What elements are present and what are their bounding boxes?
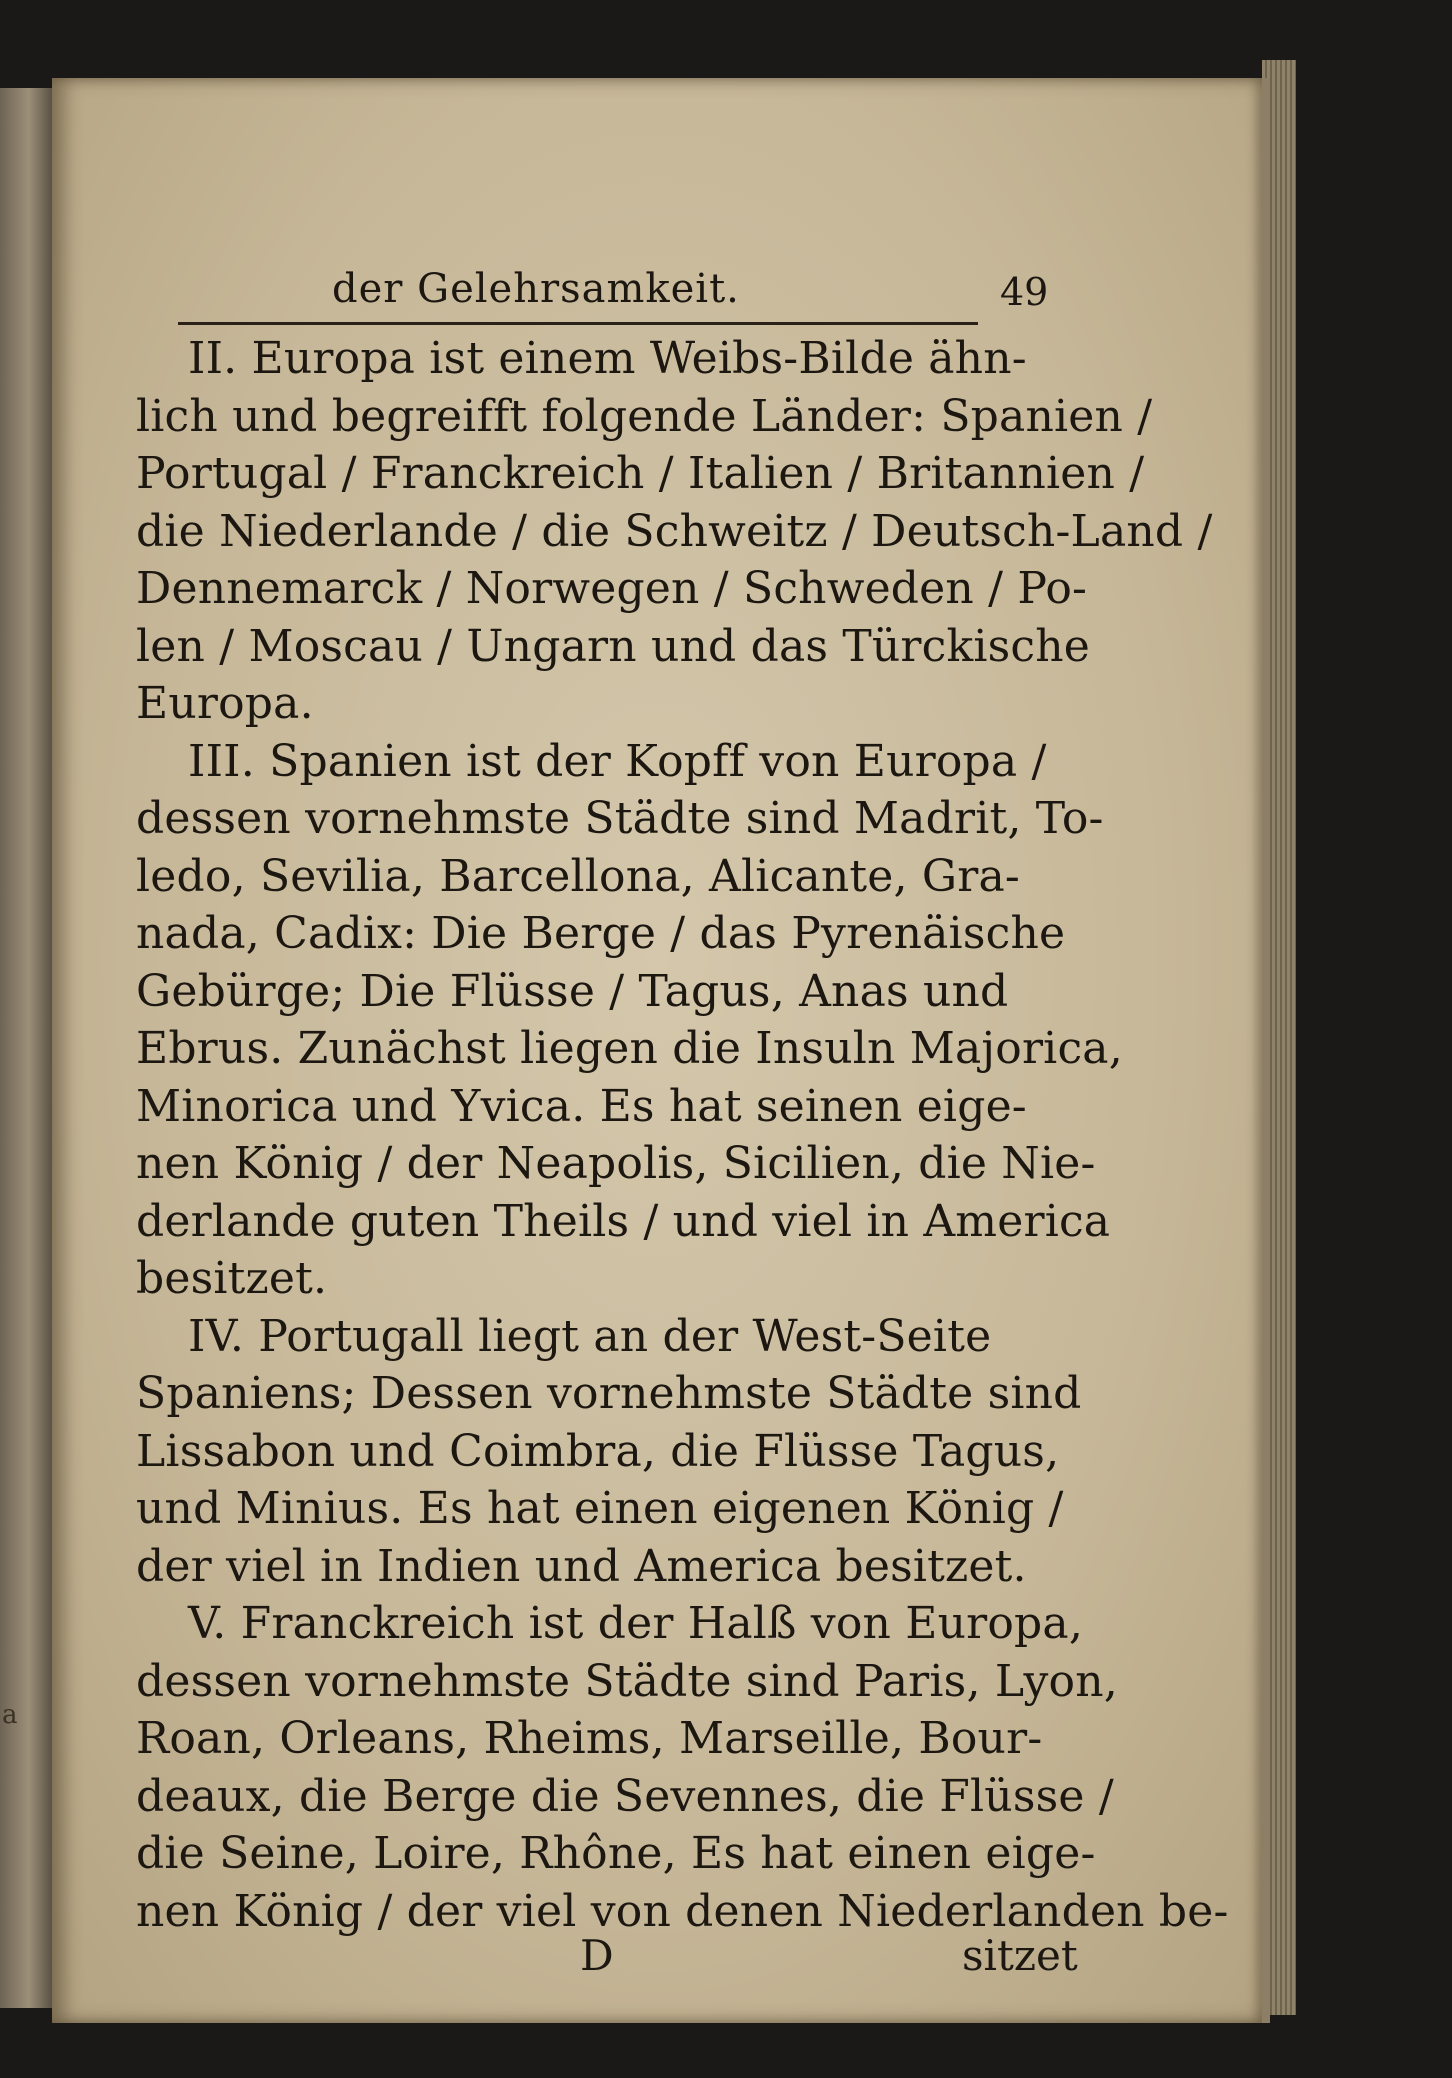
text-line: V. Franckreich ist der Halß von Europa,: [188, 1598, 1084, 1649]
text-line: III. Spanien ist der Kopff von Europa /: [188, 735, 1047, 787]
text-line: und Minius. Es hat einen eigenen König /: [136, 1483, 1064, 1534]
page-number: 49: [1000, 270, 1049, 314]
text-line: die Seine, Loire, Rhône, Es hat einen eige-: [136, 1828, 1096, 1879]
text-line: Spaniens; Dessen vornehmste Städte sind: [136, 1368, 1082, 1419]
page-footer: [52, 1926, 1262, 1986]
text-line: die Niederlande / die Schweitz / Deutsch-Land /: [136, 505, 1213, 557]
text-line: nen König / der viel von denen Niederlanden be-: [136, 1885, 1229, 1937]
text-line: Roan, Orleans, Rheims, Marseille, Bour-: [136, 1713, 1043, 1764]
text-line: len / Moscau / Ungarn und das Türckische: [136, 620, 1091, 672]
text-line: nada, Cadix: Die Berge / das Pyrenäische: [136, 908, 1066, 959]
text-line: Lissabon und Coimbra, die Flüsse Tagus,: [136, 1425, 1060, 1477]
text-line: Portugal / Franckreich / Italien / Britannien /: [136, 448, 1145, 499]
text-line: ledo, Sevilia, Barcellona, Alicante, Gra-: [136, 850, 1020, 902]
text-line: derlande guten Theils / und viel in America: [136, 1195, 1111, 1247]
book-page: [52, 78, 1270, 2023]
text-line: besitzet.: [136, 1253, 328, 1304]
body-text: [136, 330, 1229, 1940]
text-line: Gebürge; Die Flüsse / Tagus, Anas und: [136, 965, 1009, 1017]
text-line: dessen vornehmste Städte sind Paris, Lyon,: [136, 1655, 1118, 1707]
page-text: [52, 78, 1262, 2023]
margin-mark: a: [2, 1700, 18, 1730]
catchword: sitzet: [962, 1931, 1078, 1980]
text-line: deaux, die Berge die Sevennes, die Flüsse /: [136, 1770, 1114, 1822]
text-line: Europa.: [136, 678, 314, 729]
signature-mark: D: [580, 1931, 614, 1980]
header-rule: [178, 322, 978, 325]
text-line: Ebrus. Zunächst liegen die Insuln Majorica,: [136, 1023, 1123, 1074]
text-line: Minorica und Yvica. Es hat seinen eige-: [136, 1080, 1027, 1132]
text-line: dessen vornehmste Städte sind Madrit, To-: [136, 793, 1104, 844]
text-line: II. Europa ist einem Weibs-Bilde ähn-: [188, 333, 1027, 384]
running-title: der Gelehrsamkeit.: [332, 266, 740, 312]
text-line: IV. Portugall liegt an der West-Seite: [188, 1310, 992, 1362]
text-line: der viel in Indien und America besitzet.: [136, 1540, 1027, 1592]
text-line: lich und begreifft folgende Länder: Spanien /: [136, 390, 1153, 442]
text-line: nen König / der Neapolis, Sicilien, die Nie-: [136, 1138, 1096, 1189]
text-line: Dennemarck / Norwegen / Schweden / Po-: [136, 563, 1088, 614]
